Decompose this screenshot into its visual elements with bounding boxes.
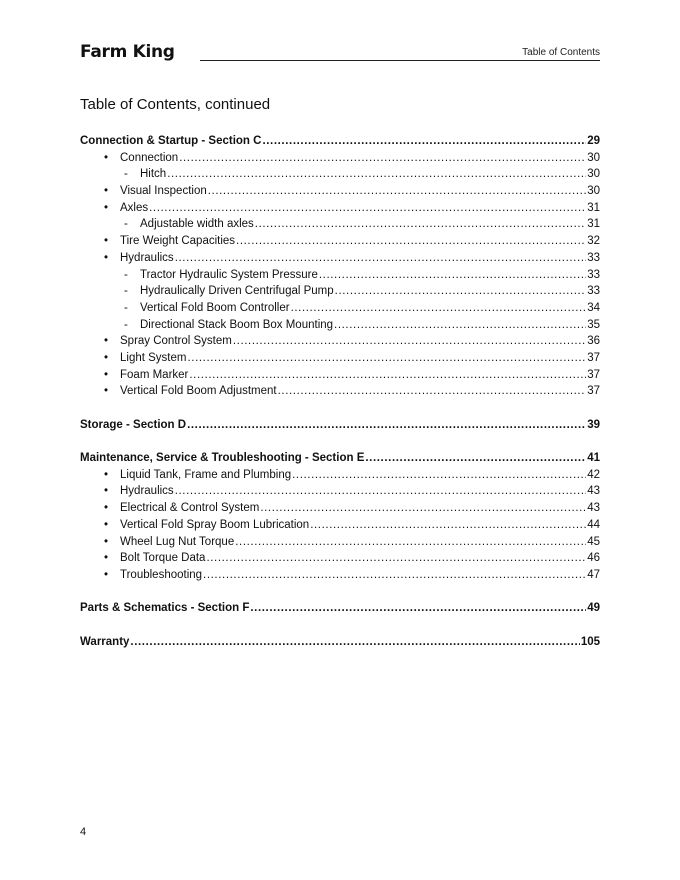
toc-entry-page: 33 (587, 268, 600, 281)
header-title: Table of Contents (522, 47, 600, 58)
toc-entry[interactable] (80, 534, 600, 551)
bullet-marker: • (104, 351, 109, 364)
toc-entry-page: 33 (587, 285, 600, 298)
toc-entry-label: Tractor Hydraulic System Pressure (140, 268, 318, 281)
toc-entry-page: 35 (587, 318, 600, 331)
toc-entry[interactable] (80, 550, 600, 567)
dash-marker: - (124, 285, 128, 298)
toc-entry-label: Vertical Fold Spray Boom Lubrication (120, 518, 310, 531)
dot-leader (187, 417, 586, 434)
dash-marker: - (124, 318, 128, 331)
page-number: 4 (80, 826, 87, 838)
header-rule (200, 60, 600, 61)
toc-entry-page: 43 (587, 502, 600, 515)
bullet-marker: • (104, 485, 109, 498)
toc-spacer (80, 617, 600, 634)
dot-leader (203, 567, 586, 584)
toc-entry[interactable] (80, 233, 600, 250)
toc-entry-label: Hydraulics (120, 251, 174, 264)
toc-entry-page: 31 (587, 218, 600, 231)
toc-entry-label: Visual Inspection (120, 185, 207, 198)
toc-entry-page: 31 (587, 201, 600, 214)
toc-entry[interactable] (80, 517, 600, 534)
dot-leader (175, 483, 587, 500)
toc-entry-page: 105 (580, 635, 600, 648)
toc-entry-page: 39 (587, 418, 600, 431)
table-of-contents (80, 133, 600, 650)
toc-spacer (80, 433, 600, 450)
toc-entry-label: Storage - Section D (80, 418, 187, 431)
toc-entry-label: Warranty (80, 635, 130, 648)
toc-entry-page: 37 (587, 351, 600, 364)
toc-section-entry[interactable] (80, 634, 600, 651)
dot-leader (291, 300, 587, 317)
toc-entry[interactable] (80, 317, 600, 334)
dot-leader (260, 500, 586, 517)
bullet-marker: • (104, 535, 109, 548)
dot-leader (262, 133, 586, 150)
toc-entry[interactable] (80, 367, 600, 384)
toc-section-entry[interactable] (80, 133, 600, 150)
toc-entry-label: Connection & Startup - Section C (80, 135, 262, 147)
dot-leader (208, 183, 586, 200)
bullet-marker: • (104, 468, 109, 481)
dash-marker: - (124, 168, 128, 181)
toc-entry-label: Maintenance, Service & Troubleshooting - Section E (80, 452, 365, 465)
toc-entry[interactable] (80, 483, 600, 500)
bullet-marker: • (104, 185, 109, 198)
dot-leader (255, 216, 586, 233)
bullet-marker: • (104, 385, 109, 398)
toc-entry[interactable] (80, 216, 600, 233)
dot-leader (130, 634, 579, 651)
toc-entry[interactable] (80, 350, 600, 367)
bullet-marker: • (104, 235, 109, 248)
dot-leader (175, 250, 587, 267)
toc-entry[interactable] (80, 333, 600, 350)
dot-leader (250, 600, 586, 617)
toc-entry-page: 34 (587, 301, 600, 314)
bullet-marker: • (104, 518, 109, 531)
toc-entry-label: Parts & Schematics - Section F (80, 602, 250, 615)
toc-entry-label: Tire Weight Capacities (120, 235, 236, 248)
bullet-marker: • (104, 151, 109, 164)
dot-leader (235, 534, 586, 551)
toc-spacer (80, 400, 600, 417)
page-header (0, 0, 680, 80)
toc-entry-page: 36 (587, 335, 600, 348)
dot-leader (292, 467, 586, 484)
toc-entry[interactable] (80, 267, 600, 284)
toc-entry[interactable] (80, 283, 600, 300)
bullet-marker: • (104, 502, 109, 515)
toc-entry[interactable] (80, 467, 600, 484)
toc-entry-page: 44 (587, 518, 600, 531)
toc-entry-page: 29 (587, 135, 600, 147)
toc-entry-page: 37 (587, 368, 600, 381)
bullet-marker: • (104, 335, 109, 348)
dot-leader (179, 150, 586, 167)
toc-entry-page: 41 (587, 452, 600, 465)
dot-leader (319, 267, 586, 284)
toc-entry-label: Electrical & Control System (120, 502, 260, 515)
toc-entry-page: 30 (587, 151, 600, 164)
toc-entry-label: Hydraulics (120, 485, 174, 498)
dot-leader (167, 166, 586, 183)
toc-entry[interactable] (80, 183, 600, 200)
dot-leader (365, 450, 586, 467)
toc-entry-page: 46 (587, 552, 600, 565)
toc-entry-label: Hydraulically Driven Centrifugal Pump (140, 285, 334, 298)
bullet-marker: • (104, 368, 109, 381)
dot-leader (189, 367, 586, 384)
toc-entry-page: 30 (587, 185, 600, 198)
toc-entry-label: Connection (120, 151, 179, 164)
toc-entry[interactable] (80, 567, 600, 584)
dot-leader (310, 517, 586, 534)
toc-entry-label: Vertical Fold Boom Adjustment (120, 385, 277, 398)
dot-leader (187, 350, 586, 367)
toc-entry-page: 32 (587, 235, 600, 248)
toc-entry-page: 45 (587, 535, 600, 548)
toc-entry-page: 37 (587, 385, 600, 398)
toc-entry-page: 43 (587, 485, 600, 498)
bullet-marker: • (104, 201, 109, 214)
toc-entry[interactable] (80, 383, 600, 400)
dot-leader (233, 333, 586, 350)
farm-king-logo: Farm King (80, 42, 175, 62)
dash-marker: - (124, 218, 128, 231)
toc-entry-label: Axles (120, 201, 149, 214)
page-title: Table of Contents, continued (80, 96, 271, 113)
dot-leader (278, 383, 587, 400)
toc-section-entry[interactable] (80, 417, 600, 434)
toc-entry[interactable] (80, 300, 600, 317)
bullet-marker: • (104, 552, 109, 565)
toc-entry-page: 33 (587, 251, 600, 264)
bullet-marker: • (104, 568, 109, 581)
toc-section-entry[interactable] (80, 600, 600, 617)
toc-entry-page: 47 (587, 568, 600, 581)
toc-entry-label: Adjustable width axles (140, 218, 254, 231)
toc-entry[interactable] (80, 500, 600, 517)
toc-section-entry[interactable] (80, 450, 600, 467)
toc-entry[interactable] (80, 166, 600, 183)
dot-leader (236, 233, 586, 250)
toc-entry-page: 30 (587, 168, 600, 181)
dash-marker: - (124, 301, 128, 314)
toc-entry-label: Troubleshooting (120, 568, 203, 581)
toc-entry-page: 49 (587, 602, 600, 615)
toc-entry[interactable] (80, 200, 600, 217)
toc-entry-page: 42 (587, 468, 600, 481)
toc-entry-label: Liquid Tank, Frame and Plumbing (120, 468, 292, 481)
bullet-marker: • (104, 251, 109, 264)
dot-leader (206, 550, 586, 567)
toc-entry[interactable] (80, 250, 600, 267)
toc-entry[interactable] (80, 150, 600, 167)
dot-leader (149, 200, 586, 217)
toc-entry-label: Wheel Lug Nut Torque (120, 535, 235, 548)
toc-entry-label: Spray Control System (120, 335, 232, 348)
toc-entry-label: Vertical Fold Boom Controller (140, 301, 290, 314)
toc-entry-label: Bolt Torque Data (120, 552, 206, 565)
dot-leader (334, 317, 586, 334)
toc-spacer (80, 584, 600, 601)
toc-entry-label: Hitch (140, 168, 167, 181)
dash-marker: - (124, 268, 128, 281)
toc-entry-label: Directional Stack Boom Box Mounting (140, 318, 334, 331)
toc-entry-label: Light System (120, 351, 187, 364)
toc-entry-label: Foam Marker (120, 368, 189, 381)
dot-leader (335, 283, 587, 300)
